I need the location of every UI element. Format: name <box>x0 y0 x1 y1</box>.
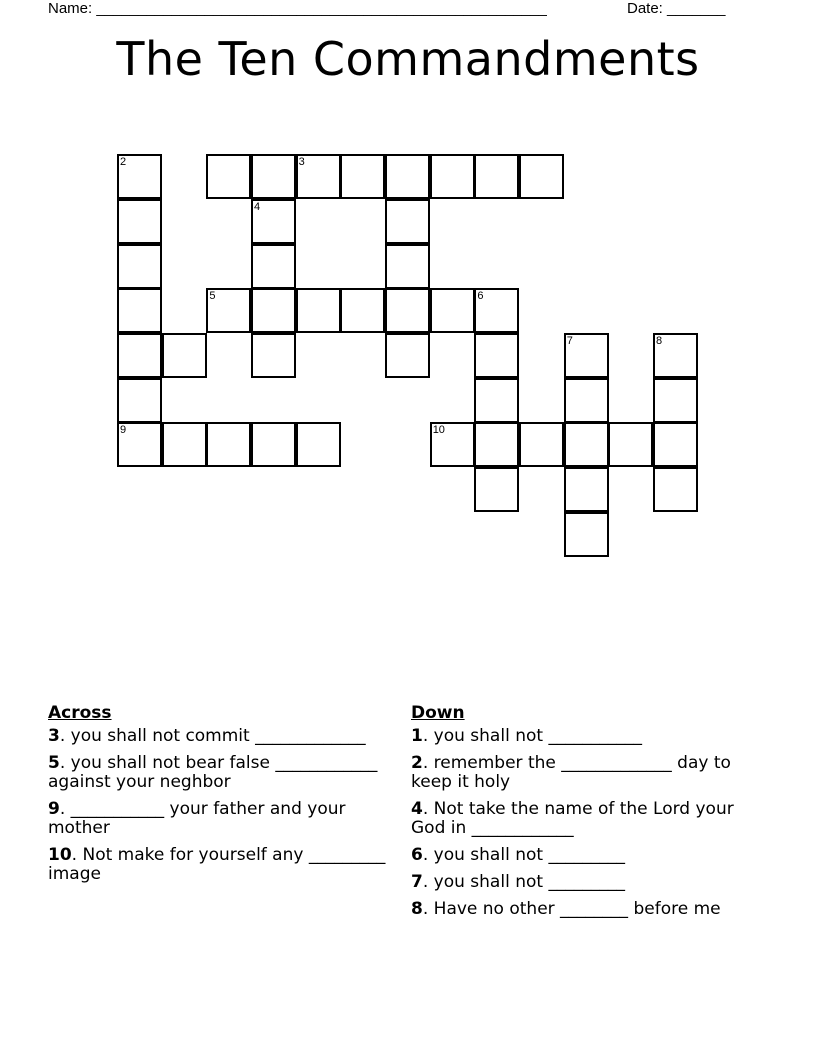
clue-number: 2 <box>411 753 423 773</box>
grid-cell[interactable] <box>474 378 519 423</box>
page-title: The Ten Commandments <box>116 32 700 86</box>
clue-number-label: 10 <box>432 424 445 437</box>
grid-cell[interactable] <box>117 199 162 244</box>
grid-cell[interactable] <box>519 154 564 199</box>
clue-number-label: 9 <box>120 424 127 437</box>
clue-across-9: 9. ___________ your father and your mother <box>48 799 346 838</box>
grid-cell[interactable] <box>251 154 296 199</box>
grid-cell[interactable] <box>117 378 162 423</box>
grid-cell[interactable] <box>340 288 385 333</box>
grid-cell[interactable] <box>296 422 341 467</box>
grid-cell[interactable] <box>653 333 698 378</box>
grid-cell[interactable] <box>117 244 162 289</box>
grid-cell[interactable] <box>474 467 519 512</box>
clue-number: 9 <box>48 799 60 819</box>
grid-cell[interactable] <box>474 333 519 378</box>
across-heading: Across <box>48 703 112 723</box>
clue-number: 8 <box>411 899 423 919</box>
grid-cell[interactable] <box>117 154 162 199</box>
clue-number-label: 6 <box>477 290 484 303</box>
clue-text: ___________ your father and your mother <box>48 799 346 838</box>
date-field-line: Date: _______ <box>627 0 726 17</box>
grid-cell[interactable] <box>206 422 251 467</box>
grid-cell[interactable] <box>296 154 341 199</box>
grid-cell[interactable] <box>117 288 162 333</box>
grid-cell[interactable] <box>385 333 430 378</box>
clue-number: 3 <box>48 726 60 746</box>
grid-cell[interactable] <box>251 333 296 378</box>
grid-cell[interactable] <box>564 467 609 512</box>
grid-cell[interactable] <box>564 333 609 378</box>
clue-number-label: 4 <box>254 201 261 213</box>
grid-cell[interactable] <box>653 422 698 467</box>
clue-text: remember the _____________ day to keep it holy <box>411 753 731 792</box>
clue-down-4: 4. Not take the name of the Lord your God in ____________ <box>411 799 734 838</box>
grid-cell[interactable] <box>474 288 519 333</box>
grid-cell[interactable] <box>206 288 251 333</box>
grid-cell[interactable] <box>653 467 698 512</box>
grid-cell[interactable] <box>564 512 609 557</box>
clue-number: 10 <box>48 845 72 865</box>
grid-cell[interactable] <box>206 154 251 199</box>
clue-text: Not make for yourself any _________ image <box>48 845 386 884</box>
down-heading: Down <box>411 703 465 723</box>
grid-cell[interactable] <box>251 288 296 333</box>
clue-text: you shall not _________ <box>433 872 625 892</box>
grid-cell[interactable] <box>296 288 341 333</box>
clue-across-5: 5. you shall not bear false ____________ against your neghbor <box>48 753 378 792</box>
clue-down-2: 2. remember the _____________ day to keep it holy <box>411 753 731 792</box>
clue-text: you shall not commit _____________ <box>70 726 366 746</box>
grid-cell[interactable] <box>162 422 207 467</box>
name-field-line: Name: ______________________________________________________ <box>48 0 547 17</box>
clue-text: Not take the name of the Lord your God in ____________ <box>411 799 734 838</box>
clue-text: you shall not bear false ____________ against your neghbor <box>48 753 378 792</box>
clue-text: you shall not ___________ <box>433 726 642 746</box>
clue-down-8: 8. Have no other ________ before me <box>411 899 721 919</box>
clue-number: 4 <box>411 799 423 819</box>
grid-cell[interactable] <box>340 154 385 199</box>
clue-text: you shall not _________ <box>433 845 625 865</box>
clue-number-label: 2 <box>120 156 127 169</box>
grid-cell[interactable] <box>251 244 296 289</box>
grid-cell[interactable] <box>653 378 698 423</box>
clue-number-label: 3 <box>298 156 305 169</box>
grid-cell[interactable] <box>117 333 162 378</box>
grid-cell[interactable] <box>385 199 430 244</box>
clue-number: 7 <box>411 872 423 892</box>
grid-cell[interactable] <box>162 333 207 378</box>
grid-cell[interactable] <box>430 288 475 333</box>
grid-cell[interactable] <box>430 154 475 199</box>
grid-cell[interactable] <box>385 244 430 289</box>
clue-down-1: 1. you shall not ___________ <box>411 726 642 746</box>
clue-number-label: 8 <box>656 335 663 348</box>
grid-cell[interactable] <box>564 422 609 467</box>
grid-cell[interactable] <box>474 154 519 199</box>
clue-number-label: 5 <box>209 290 216 303</box>
grid-cell[interactable] <box>385 288 430 333</box>
across-clues <box>48 703 393 892</box>
down-clues <box>411 703 756 927</box>
grid-cell[interactable] <box>117 422 162 467</box>
clue-number: 5 <box>48 753 60 773</box>
clue-down-6: 6. you shall not _________ <box>411 845 625 865</box>
clue-across-3: 3. you shall not commit _____________ <box>48 726 366 746</box>
grid-cell[interactable] <box>474 422 519 467</box>
clue-number-label: 7 <box>566 335 573 348</box>
clue-number: 1 <box>411 726 423 746</box>
grid-cell[interactable] <box>564 378 609 423</box>
clue-number: 6 <box>411 845 423 865</box>
grid-cell[interactable] <box>385 154 430 199</box>
grid-cell[interactable] <box>430 422 475 467</box>
grid-cell[interactable] <box>251 199 296 244</box>
clue-text: Have no other ________ before me <box>433 899 721 919</box>
clue-down-7: 7. you shall not _________ <box>411 872 625 892</box>
grid-cell[interactable] <box>251 422 296 467</box>
clue-across-10: 10. Not make for yourself any _________ image <box>48 845 386 884</box>
grid-cell[interactable] <box>519 422 564 467</box>
grid-cell[interactable] <box>608 422 653 467</box>
